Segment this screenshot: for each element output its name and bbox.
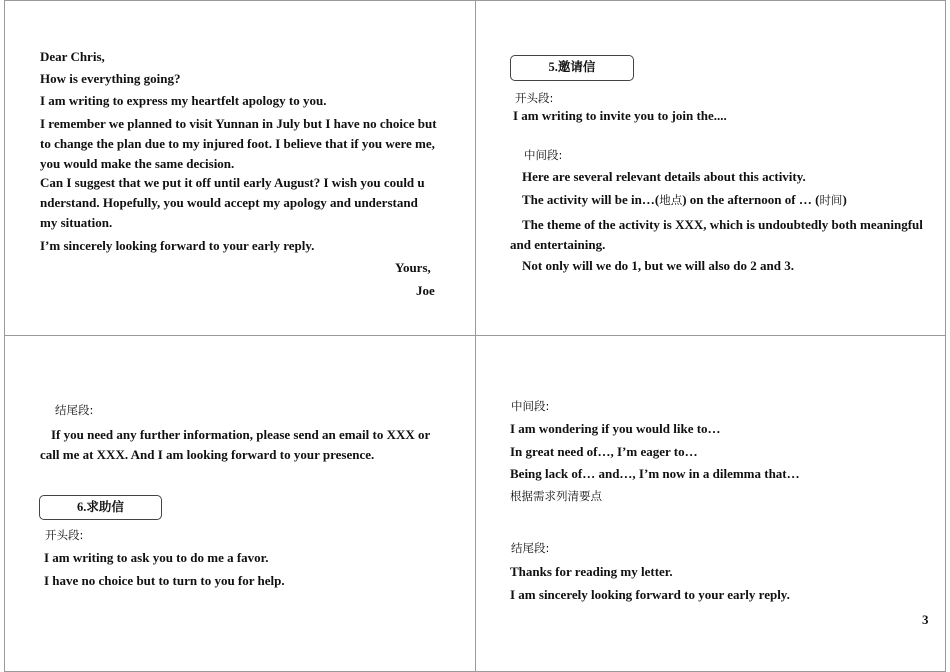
middle-line: Being lack of… and…, I’m now in a dilemma that… xyxy=(510,466,800,481)
slide-2 xyxy=(475,0,946,336)
middle-label: 中间段: xyxy=(511,399,550,413)
time-placeholder: 时间 xyxy=(819,193,843,207)
letter-line: nderstand. Hopefully, you would accept my apology and understand xyxy=(40,195,418,210)
middle-text: ) on the afternoon of … ( xyxy=(682,192,820,207)
opening-label: 开头段: xyxy=(45,528,84,542)
opening-text: I am writing to invite you to join the.... xyxy=(513,108,727,123)
letter-line: I’m sincerely looking forward to your early reply. xyxy=(40,238,315,253)
middle-line xyxy=(522,192,847,208)
ending-label: 结尾段: xyxy=(511,541,550,555)
opening-label: 开头段: xyxy=(515,91,554,105)
middle-line: Here are several relevant details about this activity. xyxy=(522,169,806,184)
middle-line: In great need of…, I’m eager to… xyxy=(510,444,698,459)
ending-line: I am sincerely looking forward to your early reply. xyxy=(510,587,790,602)
section-title: 6.求助信 xyxy=(77,500,124,514)
middle-line: I am wondering if you would like to… xyxy=(510,421,721,436)
middle-label: 中间段: xyxy=(524,148,563,162)
letter-line: to change the plan due to my injured foot. I believe that if you were me, xyxy=(40,136,435,151)
opening-line: I am writing to ask you to do me a favor. xyxy=(44,550,269,565)
place-placeholder: 地点 xyxy=(659,193,683,207)
letter-line: How is everything going? xyxy=(40,71,181,86)
letter-greeting: Dear Chris, xyxy=(40,49,105,64)
letter-line: I remember we planned to visit Yunnan in July but I have no choice but xyxy=(40,116,437,131)
opening-line: I have no choice but to turn to you for help. xyxy=(44,573,285,588)
letter-line: I am writing to express my heartfelt apology to you. xyxy=(40,93,327,108)
ending-line: Thanks for reading my letter. xyxy=(510,564,673,579)
middle-line: Not only will we do 1, but we will also do 2 and 3. xyxy=(522,258,794,273)
letter-line: my situation. xyxy=(40,215,113,230)
page-number: 3 xyxy=(922,612,929,627)
letter-line: you would make the same decision. xyxy=(40,156,235,171)
letter-line: Can I suggest that we put it off until early August? I wish you could u xyxy=(40,175,425,190)
middle-text: ) xyxy=(842,192,847,207)
section-title: 5.邀请信 xyxy=(548,60,596,74)
middle-note: 根据需求列清要点 xyxy=(510,489,602,503)
ending-text: If you need any further information, please send an email to XXX or call me at XXX. And I am looking forward to your presence. xyxy=(40,427,431,462)
middle-line: The theme of the activity is XXX, which is undoubtedly both meaningful and entertaining. xyxy=(510,217,923,252)
ending-label: 结尾段: xyxy=(55,403,94,417)
letter-signature: Joe xyxy=(416,283,435,298)
letter-closing: Yours, xyxy=(395,260,431,275)
section-title-box xyxy=(510,55,634,81)
section-title-box xyxy=(39,495,162,520)
middle-text: The activity will be in…( xyxy=(522,192,660,207)
